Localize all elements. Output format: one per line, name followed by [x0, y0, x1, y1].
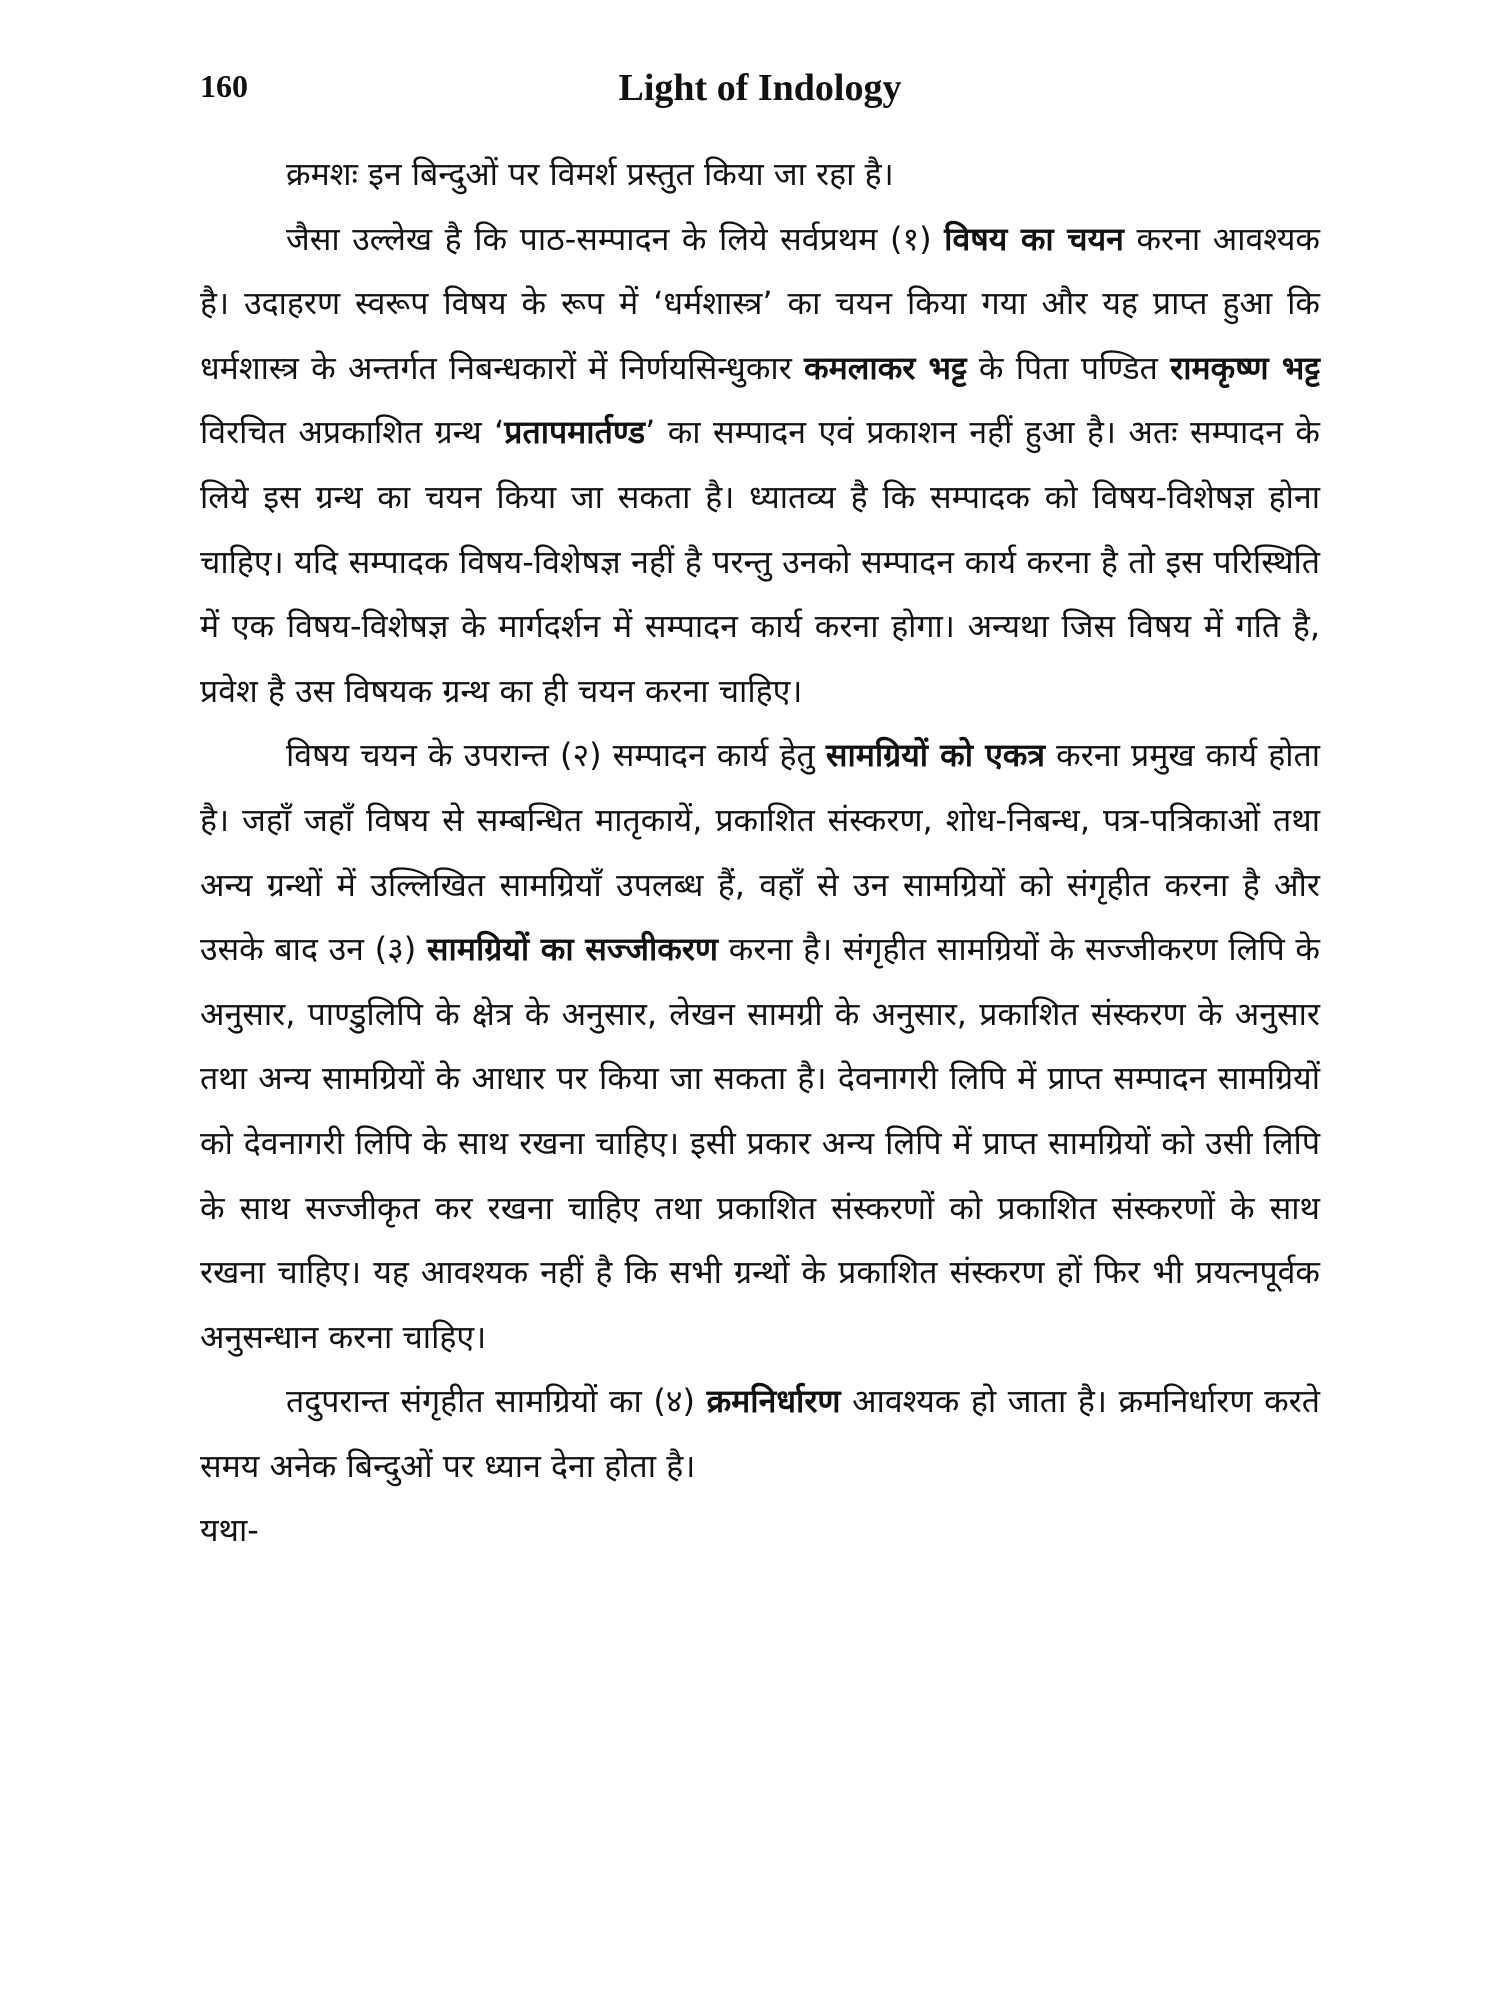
- text-run: करना है। संगृहीत सामग्रियों के सज्जीकरण लिपि के अनुसार, पाण्डुलिपि के क्षेत्र के अनुसार, लेखन सामग्री के अनुसार, प्रकाशित संस्करण के अनुसार तथा अन्य सामग्रियों के आधार पर किया जा सकता है। देवनागरी लिपि में प्राप्त सम्पादन सामग्रियों को देवनागरी लिपि के साथ रखना चाहिए। इसी प्रकार अन्य लिपि में प्राप्त सामग्रियों को उसी लिपि के साथ सज्जीकृत कर रखना चाहिए तथा प्रकाशित संस्करणों को प्रकाशित संस्करणों के साथ रखना चाहिए। यह आवश्यक नहीं है कि सभी ग्रन्थों के प्रकाशित संस्करण हों फिर भी प्रयत्नपूर्वक अनुसन्धान करना चाहिए।: [200, 930, 1321, 1356]
- text-run: के पिता पण्डित: [966, 348, 1171, 387]
- text-run: यथा-: [200, 1511, 259, 1550]
- page-number: 160: [200, 68, 248, 104]
- bold-term: क्रमनिर्धारण: [706, 1382, 841, 1421]
- text-run: जैसा उल्लेख है कि पाठ-सम्पादन के लिये सर्वप्रथम (१): [286, 219, 945, 258]
- text-run: करना प्रमुख कार्य होता है। जहाँ जहाँ विषय से सम्बन्धित मातृकायें, प्रकाशित संस्करण, शोध-निबन्ध, पत्र-पत्रिकाओं तथा अन्य ग्रन्थों में उल्लिखित सामग्रियाँ उपलब्ध हैं, वहाँ से उन सामग्रियों को संगृहीत करना है और उसके बाद उन (३): [200, 736, 1321, 969]
- text-run: ’ का सम्पादन एवं प्रकाशन नहीं हुआ है। अतः सम्पादन के लिये इस ग्रन्थ का चयन किया जा सकता है। ध्यातव्य है कि सम्पादक को विषय-विशेषज्ञ होना चाहिए। यदि सम्पादक विषय-विशेषज्ञ नहीं है परन्तु उनको सम्पादन कार्य करना है तो इस परिस्थिति में एक विषय-विशेषज्ञ के मार्गदर्शन में सम्पादन कार्य करना होगा। अन्यथा जिस विषय में गति है, प्रवेश है उस विषयक ग्रन्थ का ही चयन करना चाहिए।: [200, 413, 1320, 710]
- text-run: आवश्यक हो जाता है। क्रमनिर्धारण करते समय अनेक बिन्दुओं पर ध्यान देना होता है।: [200, 1382, 1320, 1485]
- paragraph-subject-selection: [200, 207, 1320, 724]
- paragraph-material-collection: [200, 723, 1320, 1369]
- bold-term: सामग्रियों का सज्जीकरण: [426, 930, 719, 969]
- text-run: करना आवश्यक है। उदाहरण स्वरूप विषय के रूप में ‘धर्मशास्त्र’ का चयन किया गया और यह प्राप्त हुआ कि धर्मशास्त्र के अन्तर्गत निबन्धकारों में निर्णयसिन्धुकार: [200, 219, 1321, 387]
- body-text: [200, 142, 1320, 1563]
- bold-term: कमलाकर भट्ट: [804, 348, 967, 387]
- running-title: Light of Indology: [618, 67, 902, 109]
- bold-term: सामग्रियों को एकत्र: [825, 736, 1046, 775]
- page-header: [200, 68, 1320, 118]
- paragraph-ordering: [200, 1369, 1320, 1498]
- text-run: तदुपरान्त संगृहीत सामग्रियों का (४): [286, 1382, 707, 1421]
- bold-term: विषय का चयन: [944, 219, 1124, 258]
- paragraph-intro: [200, 142, 1320, 207]
- paragraph-closing: [200, 1498, 1320, 1563]
- bold-term: प्रतापमार्तण्ड: [504, 413, 646, 452]
- bold-term: रामकृष्ण भट्ट: [1170, 348, 1320, 387]
- text-run: विरचित अप्रकाशित ग्रन्थ ‘: [200, 413, 505, 452]
- text-run: क्रमशः इन बिन्दुओं पर विमर्श प्रस्तुत किया जा रहा है।: [286, 155, 894, 193]
- text-run: विषय चयन के उपरान्त (२) सम्पादन कार्य हेतु: [286, 736, 826, 775]
